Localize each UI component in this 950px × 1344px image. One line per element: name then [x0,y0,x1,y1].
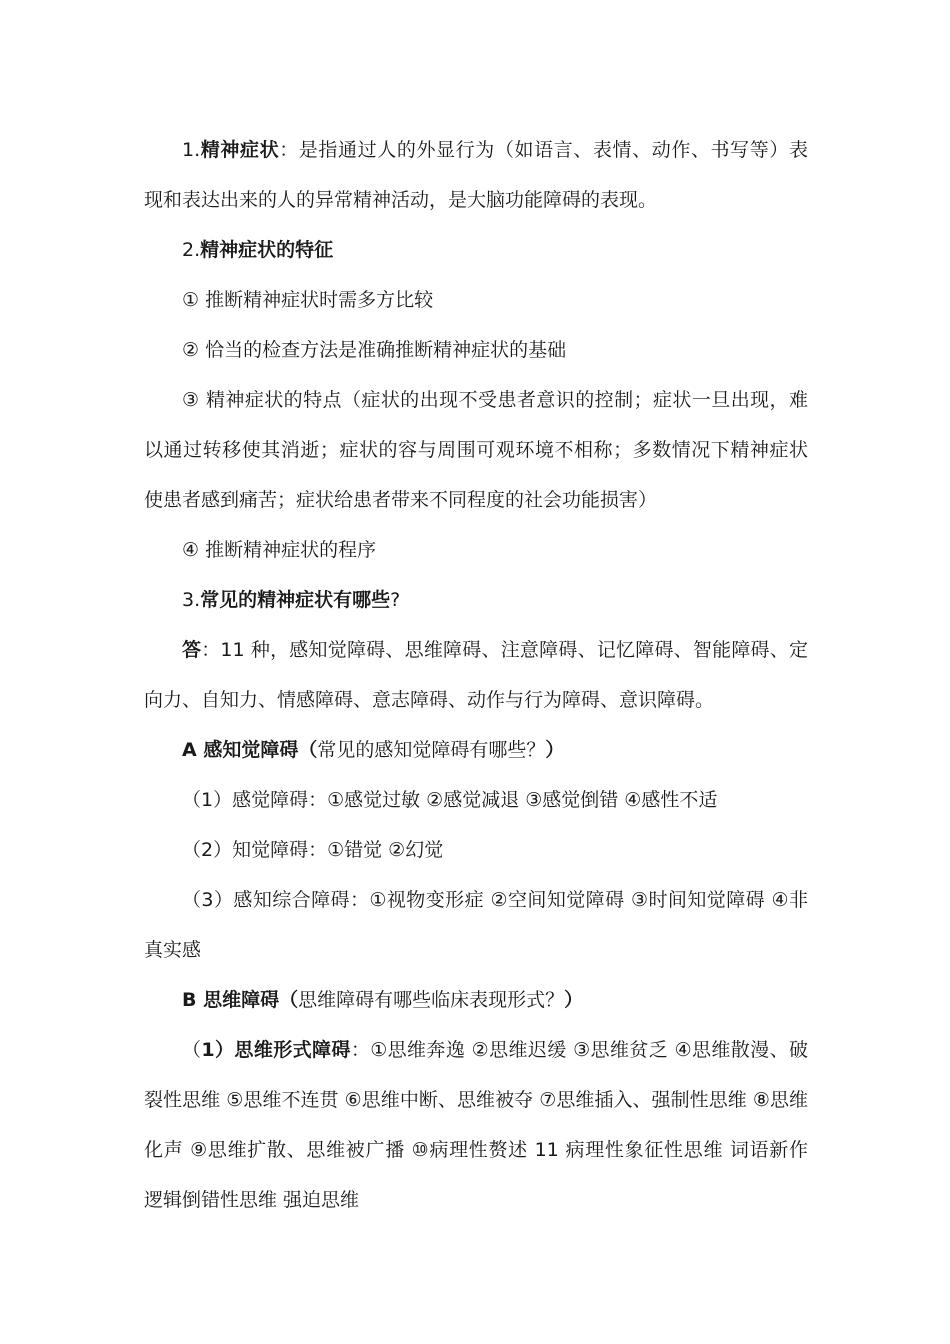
section-3-title: 常见的精神症状有哪些 [200,589,391,611]
section-2-number: 2. [182,239,201,261]
section-2-item: ① 推断精神症状时需多方比较 [182,289,434,311]
section-b-paren-close: ） [564,989,584,1011]
section-a-heading [144,725,808,775]
section-b-paren-open: （ [279,989,299,1011]
section-a-item: （1）感觉障碍：①感觉过敏 ②感觉减退 ③感觉倒错 ④感性不适 [182,789,718,811]
section-2-item: ② 恰当的检查方法是准确推断精神症状的基础 [182,339,567,361]
document-body [144,125,808,1225]
section-1-definition [144,125,808,225]
section-2-item: ③ 精神症状的特点（症状的出现不受患者意识的控制；症状一旦出现，难以通过转移使其消逝；症状的容与周围可观环境不相称；多数情况下精神症状使患者感到痛苦；症状给患者带来不同程度的社会功能损害） [144,389,808,511]
section-b-heading [144,975,808,1025]
section-2-title: 精神症状的特征 [200,239,334,261]
section-2-item: ④ 推断精神症状的程序 [182,539,377,561]
answer-label: 答 [182,639,202,661]
section-b-question: 思维障碍有哪些临床表现形式？ [298,989,565,1011]
section-1-term: 精神症状 [200,139,280,161]
section-a-title: A 感知觉障碍 [182,739,299,761]
subsection-label: 1）思维形式障碍 [201,1039,351,1061]
section-a-item: （2）知觉障碍：①错觉 ②幻觉 [182,839,444,861]
section-3-number: 3. [182,589,201,611]
section-3-qmark: ? [390,589,401,611]
section-2-heading [144,225,808,275]
section-a-question: 常见的感知觉障碍有哪些？ [317,739,546,761]
section-a-item: （3）感知综合障碍：①视物变形症 ②空间知觉障碍 ③时间知觉障碍 ④非真实感 [144,889,808,961]
section-a-paren-open: （ [298,739,318,761]
answer-text: ：11 种，感知觉障碍、思维障碍、注意障碍、记忆障碍、智能障碍、定向力、自知力、情感障碍、意志障碍、动作与行为障碍、意识障碍。 [144,639,808,711]
section-b-title: B 思维障碍 [182,989,280,1011]
section-1-text: ：是指通过人的外显行为（如语言、表情、动作、书写等）表现和表达出来的人的异常精神活动，是大脑功能障碍的表现。 [144,139,808,211]
section-3-answer [144,625,808,725]
subsection-paren-open: （ [182,1039,202,1061]
section-a-paren-close: ） [545,739,565,761]
section-b-subsection [144,1025,808,1225]
section-1-number: 1. [182,139,201,161]
section-3-heading [144,575,808,625]
subsection-text: ：①思维奔逸 ②思维迟缓 ③思维贫乏 ④思维散漫、破裂性思维 ⑤思维不连贯 ⑥思维中断、思维被夺 ⑦思维插入、强制性思维 ⑧思维化声 ⑨思维扩散、思维被广播 ⑩病理性赘述 11 病理性象征性思维 词语新作 逻辑倒错性思维 强迫思维 [144,1039,808,1211]
